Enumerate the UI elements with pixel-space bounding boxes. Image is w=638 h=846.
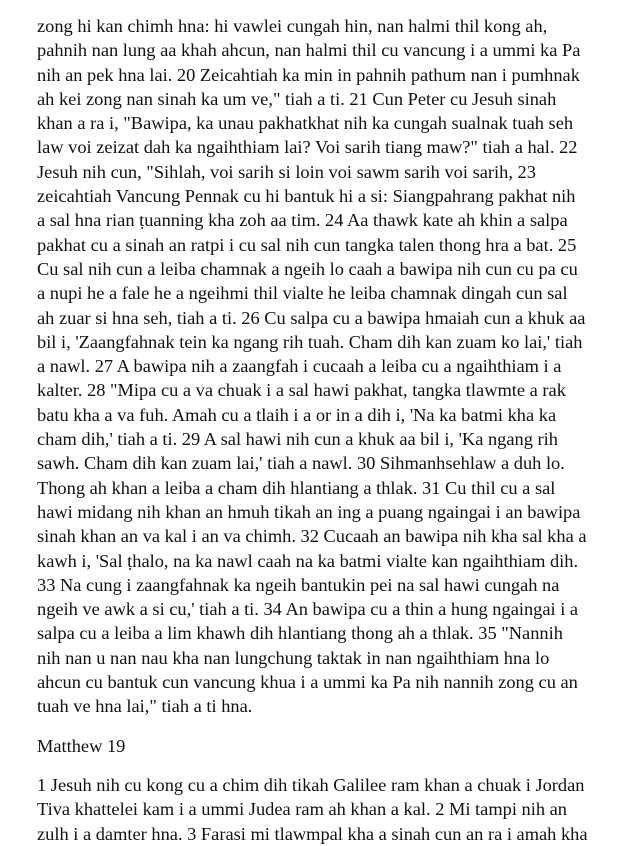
text-line: 33 Na cung i zaangfahnak ka ngeih bantukin pei na sal hawi cungah na bbox=[37, 574, 560, 595]
chapter-heading: Matthew 19 bbox=[37, 735, 126, 756]
text-line: 1 Jesuh nih cu kong cu a chim dih tikah Galilee ram khan a chuak i Jordan bbox=[37, 774, 585, 795]
text-line: khan a ra i, "Bawipa, ka unau pakhatkhat nih ka cungah sualnak tuah seh bbox=[37, 113, 574, 134]
text-line: a nupi he a fale he a ngeihmi thil vialte he leiba chamnak dingah cun sal bbox=[37, 283, 568, 304]
text-line: Jesuh nih cun, "Sihlah, voi sarih si loin voi sawm sarih voi sarih, 23 bbox=[37, 161, 536, 182]
text-line: batu kha a va fuh. Amah cu a tlaih i a or in a dih i, 'Na ka batmi kha ka bbox=[37, 404, 557, 425]
text-line: kalter. 28 "Mipa cu a va chuak i a sal hawi pakhat, tangka tlawmte a rak bbox=[37, 380, 566, 401]
text-line: Tiva khattelei kam i a ummi Judea ram ah khan a kal. 2 Mi tampi nih an bbox=[37, 799, 567, 820]
text-line: zeicahtiah Vancung Pennak cu hi bantuk hi a si: Siangpahrang pakhat nih bbox=[37, 186, 576, 207]
text-line: zong hi kan chimh hna: hi vawlei cungah hin, nan halmi thil kong ah, bbox=[37, 16, 548, 36]
text-line: Cu sal nih cun a leiba chamnak a ngeih lo caah a bawipa nih cun cu pa cu bbox=[37, 258, 578, 279]
text-line: hawi midang nih khan an hmuh tikah an ing a puang ngaingai i an bawipa bbox=[37, 501, 581, 522]
text-line: tuah ve hna lai," tiah a ti hna. bbox=[37, 696, 253, 717]
text-line: pakhat cu a sinah an ratpi i cu sal nih cun tangka talen thong hra a bat. 25 bbox=[37, 234, 577, 255]
text-line: zulh i a damter hna. 3 Farasi mi tlawmpal kha a sinah cun an ra i amah kha bbox=[37, 823, 588, 844]
text-line: cham dih,' tiah a ti. 29 A sal hawi nih cun a khuk aa bil i, 'Ka ngang rih bbox=[37, 429, 558, 450]
text-line: kawh i, 'Sal ṭhalo, na ka nawl caah na ka batmi vialte kan ngaihthiam dih. bbox=[37, 550, 579, 571]
text-line: nih nan u nan nau kha nan lungchung taktak in nan ngaihthiam hna lo bbox=[37, 647, 550, 668]
text-line: sawh. Cham dih kan zuam lai,' tiah a nawl. 30 Sihmanhsehlaw a duh lo. bbox=[37, 453, 565, 474]
text-line: sinah khan an va kal i an va chimh. 32 Cucaah an bawipa nih kha sal kha a bbox=[37, 526, 587, 547]
paragraph-matthew-19 bbox=[37, 773, 604, 846]
text-line: law voi zeizat dah ka ngaihthiam lai? Voi sarih tiang maw?" tiah a hal. 22 bbox=[37, 137, 578, 158]
text-line: ngeih ve awk a si cu,' tiah a ti. 34 An bawipa cu a thin a hung ngaingai i a bbox=[37, 599, 579, 620]
text-line: ah zuar si hna seh, tiah a ti. 26 Cu salpa cu a bawipa hmaiah cun a khuk aa bbox=[37, 307, 586, 328]
text-line: nih an pek hna lai. 20 Zeicahtiah ka min in pahnih pathum nan i pumhnak bbox=[37, 64, 580, 85]
text-line: bil i, 'Zaangfahnak tein ka ngang rih tuah. Cham dih kan zuam ko lai,' tiah bbox=[37, 331, 583, 352]
text-line: a nawl. 27 A bawipa nih a zaangfah i cucaah a leiba cu a ngaihthiam i a bbox=[37, 356, 562, 377]
text-line: salpa cu a leiba a lim khawh dih hlantiang thong ah a thlak. 35 "Nannih bbox=[37, 623, 563, 644]
text-line: a sal hna rian ṭuanning kha zoh aa tim. 24 Aa thawk kate ah khin a salpa bbox=[37, 210, 568, 231]
paragraph-matthew-18 bbox=[37, 14, 604, 719]
text-line: pahnih nan lung aa khah ahcun, nan halmi thil cu vancung i a ummi ka Pa bbox=[37, 40, 581, 61]
text-line: ah kei zong nan sinah ka um ve," tiah a ti. 21 Cun Peter cu Jesuh sinah bbox=[37, 88, 557, 109]
text-line: Thong ah khan a leiba a cham dih hlantiang a thlak. 31 Cu thil cu a sal bbox=[37, 477, 556, 498]
text-line: ahcun cu bantuk cun vancung khua i a ummi ka Pa nih nannih zong cu an bbox=[37, 672, 578, 693]
